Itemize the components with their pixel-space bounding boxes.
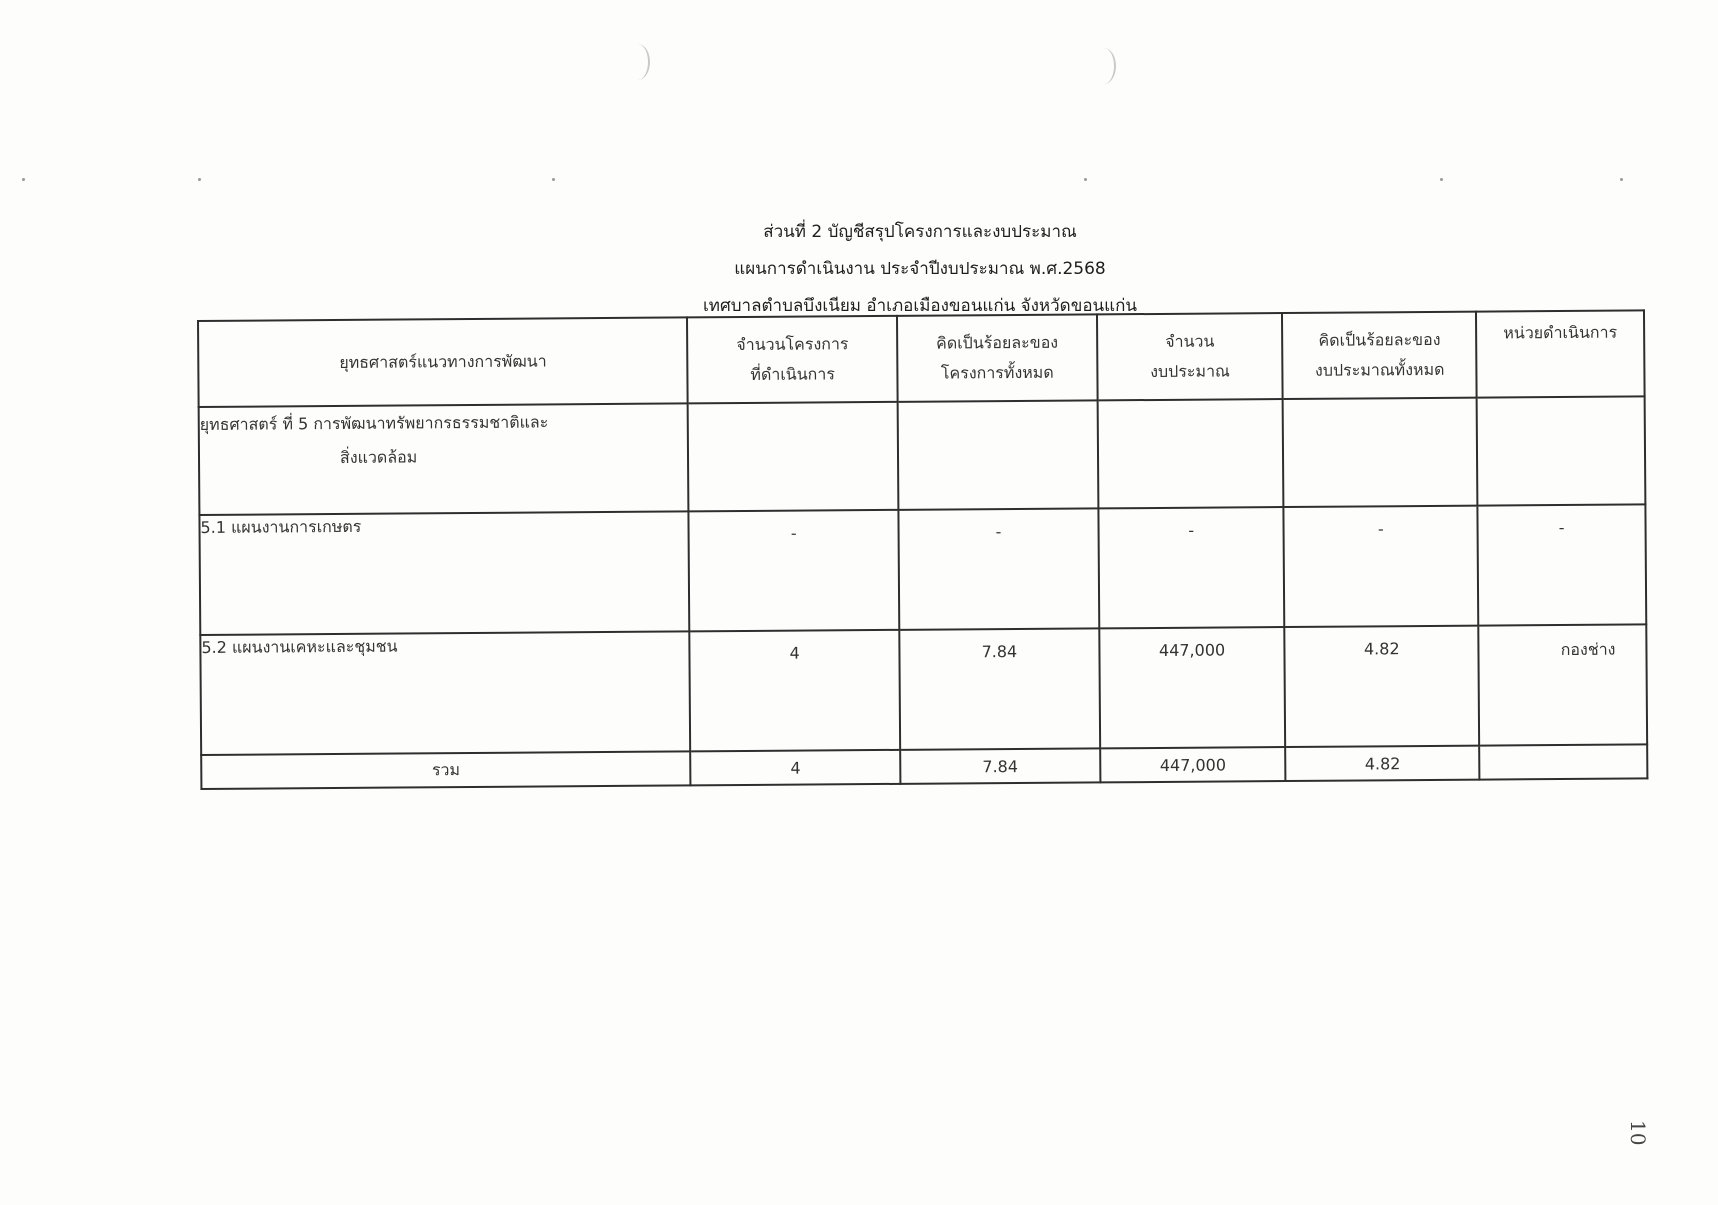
scan-speck — [22, 178, 25, 181]
table-header-row — [198, 310, 1645, 407]
total-label-cell: รวม — [201, 751, 691, 789]
column-header-strategy: ยุทธศาสตร์แนวทางการพัฒนา — [198, 317, 688, 407]
scan-speck — [552, 178, 555, 181]
strategy-row — [199, 396, 1646, 515]
total-project-percent-cell: 7.84 — [900, 748, 1100, 783]
empty-cell — [1097, 399, 1284, 508]
project-count-cell: - — [689, 510, 900, 632]
responsible-unit-cell: - — [1478, 504, 1647, 625]
strategy-title-line1: ยุทธศาสตร์ ที่ 5 การพัฒนาทรัพยากรธรรมชาติและ — [199, 412, 549, 434]
header-organization: เทศบาลตำบลบึงเนียม อำเภอเมืองขอนแก่น จังหวัดขอนแก่น — [702, 296, 1138, 316]
strategy-title-cell — [199, 403, 689, 515]
project-percent-cell: - — [898, 508, 1099, 629]
table-row — [199, 504, 1646, 635]
column-header-responsible-unit: หน่วยดำเนินการ — [1476, 310, 1644, 397]
punch-hole-mark — [1092, 48, 1116, 84]
column-header-project-percent: คิดเป็นร้อยละของ โครงการทั้งหมด — [897, 314, 1097, 401]
scan-speck — [1620, 178, 1623, 181]
empty-cell — [688, 402, 898, 512]
column-header-budget: จำนวน งบประมาณ — [1097, 313, 1283, 400]
project-percent-cell: 7.84 — [899, 628, 1100, 749]
responsible-unit-cell: กองช่าง — [1478, 624, 1647, 745]
total-budget-percent-cell: 4.82 — [1286, 746, 1480, 781]
total-budget-cell: 447,000 — [1100, 747, 1286, 782]
budget-percent-cell: - — [1284, 506, 1479, 627]
page-number: 10 — [1626, 1120, 1650, 1146]
total-responsible-unit-cell — [1479, 744, 1647, 779]
plan-name-cell: 5.2 แผนงานเคหะและชุมชน — [200, 631, 690, 755]
empty-cell — [1477, 396, 1646, 505]
column-header-budget-percent: คิดเป็นร้อยละของ งบประมาณทั้งหมด — [1282, 312, 1476, 399]
budget-cell: - — [1098, 507, 1285, 628]
header-plan-year: แผนการดำเนินงาน ประจำปีงบประมาณ พ.ศ.2568 — [734, 259, 1106, 279]
scan-speck — [198, 178, 201, 181]
punch-hole-mark — [626, 44, 650, 80]
column-header-project-count: จำนวนโครงการ ที่ดำเนินการ — [687, 316, 897, 404]
strategy-title-line2: สิ่งแวดล้อม — [339, 447, 418, 467]
empty-cell — [898, 400, 1098, 509]
total-project-count-cell: 4 — [691, 750, 901, 786]
empty-cell — [1283, 398, 1477, 507]
document-header — [500, 214, 1340, 325]
table-row — [200, 624, 1647, 755]
budget-cell: 447,000 — [1099, 627, 1286, 748]
header-title: ส่วนที่ 2 บัญชีสรุปโครงการและงบประมาณ — [763, 222, 1077, 242]
budget-percent-cell: 4.82 — [1285, 626, 1480, 747]
project-budget-summary-table — [197, 309, 1648, 790]
scan-speck — [1440, 178, 1443, 181]
project-count-cell: 4 — [690, 630, 901, 752]
plan-name-cell: 5.1 แผนงานการเกษตร — [199, 511, 689, 635]
scan-speck — [1084, 178, 1087, 181]
